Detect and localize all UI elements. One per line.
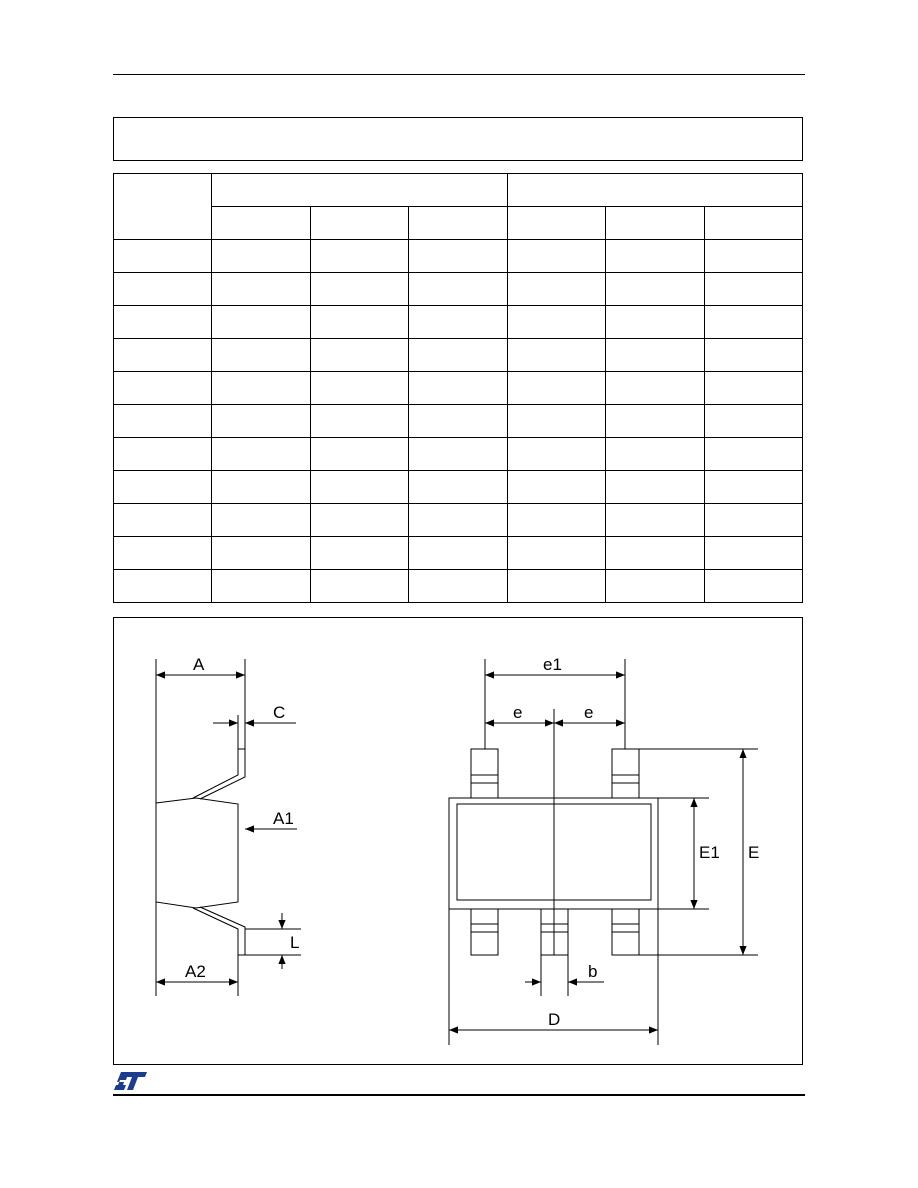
table-cell xyxy=(311,504,409,537)
table-cell xyxy=(409,570,508,603)
subheader-cell xyxy=(508,207,606,240)
header-rule xyxy=(113,74,805,75)
table-cell xyxy=(311,405,409,438)
footer-rule xyxy=(113,1094,805,1096)
table-cell xyxy=(705,570,803,603)
label-a: A xyxy=(193,655,205,674)
label-l: L xyxy=(290,933,300,952)
st-logo xyxy=(113,1070,149,1092)
table-cell xyxy=(508,537,606,570)
subheader-cell xyxy=(705,207,803,240)
table-cell xyxy=(409,372,508,405)
table-cell xyxy=(606,504,705,537)
table-cell xyxy=(212,372,311,405)
table-cell xyxy=(114,570,212,603)
dimensions-table xyxy=(113,173,803,603)
subheader-cell xyxy=(409,207,508,240)
table-cell xyxy=(311,537,409,570)
table-cell xyxy=(409,537,508,570)
table-cell xyxy=(606,570,705,603)
table-cell xyxy=(508,240,606,273)
label-e1: e1 xyxy=(543,655,562,674)
table-cell xyxy=(212,438,311,471)
table-row xyxy=(114,471,803,504)
table-cell xyxy=(606,372,705,405)
table-cell xyxy=(311,339,409,372)
table-cell xyxy=(114,240,212,273)
table-cell xyxy=(705,240,803,273)
table-cell xyxy=(409,306,508,339)
bottom-lead-right xyxy=(612,909,639,955)
table-cell xyxy=(508,471,606,504)
table-row xyxy=(114,438,803,471)
table-cell xyxy=(114,405,212,438)
table-cell xyxy=(606,438,705,471)
table-cell xyxy=(606,471,705,504)
table-cell xyxy=(409,504,508,537)
table-row xyxy=(114,372,803,405)
table-cell xyxy=(114,372,212,405)
table-cell xyxy=(508,504,606,537)
header-cell-ref xyxy=(114,174,212,240)
table-cell xyxy=(508,306,606,339)
label-a1: A1 xyxy=(273,809,294,828)
table-cell xyxy=(606,273,705,306)
table-cell xyxy=(212,273,311,306)
header-cell-group-1 xyxy=(212,174,508,207)
top-lead xyxy=(193,749,245,799)
table-cell xyxy=(508,372,606,405)
table-cell xyxy=(409,471,508,504)
table-cell xyxy=(606,405,705,438)
table-cell xyxy=(311,306,409,339)
table-cell xyxy=(508,570,606,603)
table-cell xyxy=(114,273,212,306)
table-cell xyxy=(114,339,212,372)
table-cell xyxy=(409,405,508,438)
table-cell xyxy=(311,570,409,603)
label-c: C xyxy=(273,703,286,722)
table-row xyxy=(114,339,803,372)
table-cell xyxy=(409,273,508,306)
table-cell xyxy=(114,471,212,504)
table-cell xyxy=(606,537,705,570)
label-a2: A2 xyxy=(185,962,206,981)
table-row xyxy=(114,273,803,306)
table-cell xyxy=(606,306,705,339)
table-cell xyxy=(705,471,803,504)
table-cell xyxy=(409,438,508,471)
table-cell xyxy=(212,504,311,537)
table-cell xyxy=(212,306,311,339)
table-row xyxy=(114,405,803,438)
table-cell xyxy=(212,471,311,504)
label-e-left: e xyxy=(513,703,523,722)
table-row xyxy=(114,570,803,603)
table-cell xyxy=(705,372,803,405)
table-cell xyxy=(311,471,409,504)
table-cell xyxy=(606,240,705,273)
subheader-cell xyxy=(606,207,705,240)
table-cell xyxy=(705,273,803,306)
package-drawing-frame xyxy=(113,617,803,1065)
header-cell-group-2 xyxy=(508,174,803,207)
label-cap-e1: E1 xyxy=(699,843,720,862)
table-cell xyxy=(705,537,803,570)
table-cell xyxy=(114,306,212,339)
bottom-lead-left xyxy=(471,909,498,955)
table-cell xyxy=(705,306,803,339)
package-body-side xyxy=(156,798,238,908)
table-cell xyxy=(311,372,409,405)
label-d: D xyxy=(548,1010,561,1029)
table-row xyxy=(114,240,803,273)
table-cell xyxy=(114,504,212,537)
table-row xyxy=(114,537,803,570)
table-cell xyxy=(508,273,606,306)
table-cell xyxy=(409,339,508,372)
table-cell xyxy=(508,438,606,471)
table-cell xyxy=(705,504,803,537)
table-cell xyxy=(311,273,409,306)
table-cell xyxy=(508,339,606,372)
table-cell xyxy=(212,240,311,273)
table-cell xyxy=(311,240,409,273)
table-cell xyxy=(606,339,705,372)
table-cell xyxy=(212,570,311,603)
table-cell xyxy=(409,240,508,273)
label-b: b xyxy=(588,962,598,981)
package-outline-drawing xyxy=(114,618,802,1064)
table-cell xyxy=(705,339,803,372)
top-lead-right xyxy=(612,749,639,798)
table-cell xyxy=(705,438,803,471)
bottom-lead xyxy=(193,907,245,955)
table-row xyxy=(114,504,803,537)
table-row xyxy=(114,306,803,339)
label-cap-e: E xyxy=(748,843,760,862)
table-title-box xyxy=(113,117,803,161)
table-cell xyxy=(114,537,212,570)
top-lead-left xyxy=(471,749,498,798)
table-cell xyxy=(212,339,311,372)
table-cell xyxy=(212,537,311,570)
table-cell xyxy=(508,405,606,438)
table-cell xyxy=(311,438,409,471)
subheader-cell xyxy=(311,207,409,240)
table-cell xyxy=(212,405,311,438)
table-cell xyxy=(114,438,212,471)
table-cell xyxy=(705,405,803,438)
subheader-cell xyxy=(212,207,311,240)
label-e-right: e xyxy=(584,703,594,722)
